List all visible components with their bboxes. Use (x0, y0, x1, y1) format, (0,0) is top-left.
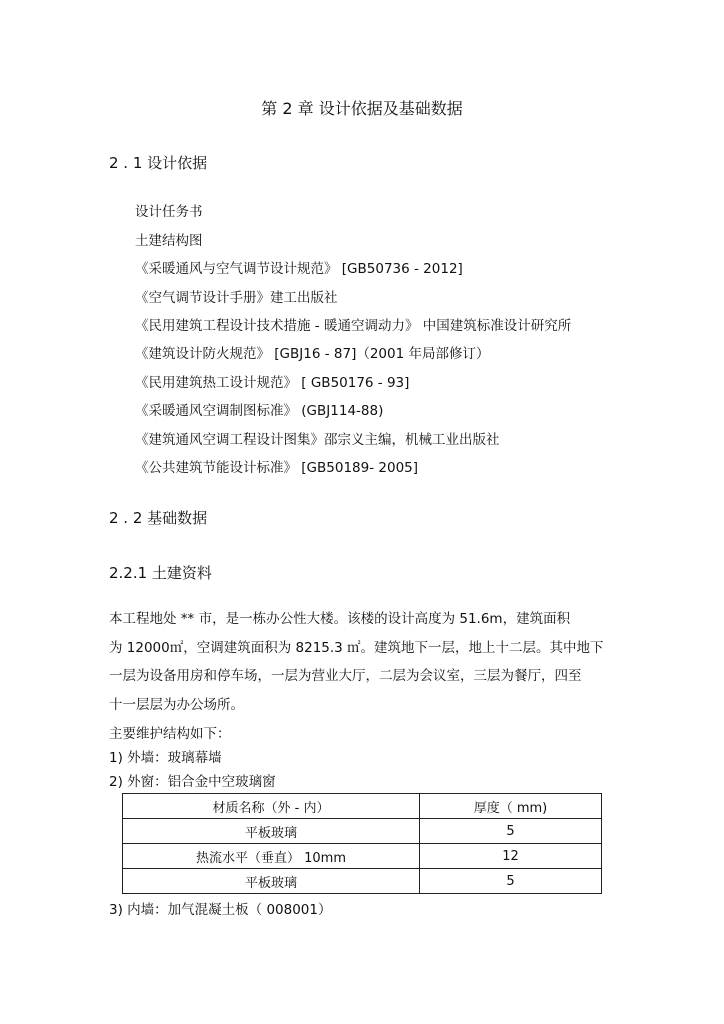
section-heading-design-basis: 2 . 1 设计依据 (109, 154, 208, 172)
reference-item: 《民用建筑热工设计规范》 [ GB50176 - 93] (135, 375, 410, 391)
table-row (123, 819, 602, 844)
section-heading-basic-data: 2 . 2 基础数据 (109, 509, 208, 527)
reference-item: 《民用建筑工程设计技术措施 - 暖通空调动力》 中国建筑标准设计研究所 (135, 318, 572, 334)
list-item-exterior-window: 2) 外窗：铝合金中空玻璃窗 (109, 774, 276, 790)
table-cell: 5 (420, 819, 602, 844)
paragraph-line: 十一层层为办公场所。 (109, 697, 244, 713)
structure-intro: 主要维护结构如下： (109, 726, 231, 742)
paragraph-line: 一层为设备用房和停车场，一层为营业大厅，二层为会议室，三层为餐厅，四至 (109, 668, 582, 684)
list-item-exterior-wall: 1) 外墙：玻璃幕墙 (109, 750, 222, 766)
table-header-cell: 材质名称（外 - 内） (123, 794, 420, 819)
subsection-heading-civil-data: 2.2.1 土建资料 (109, 564, 212, 582)
list-item-interior-wall: 3) 内墙：加气混凝土板（ 008001） (109, 902, 332, 918)
chapter-title: 第 2 章 设计依据及基础数据 (261, 99, 463, 118)
table-cell: 热流水平（垂直） 10mm (123, 844, 420, 869)
reference-item: 《空气调节设计手册》建工出版社 (135, 290, 338, 306)
material-table (122, 793, 602, 894)
table-cell: 平板玻璃 (123, 819, 420, 844)
table-row (123, 869, 602, 894)
paragraph-line: 为 12000㎡，空调建筑面积为 8215.3 ㎡。建筑地下一层，地上十二层。其中地下 (109, 640, 604, 656)
table-cell: 12 (420, 844, 602, 869)
reference-item: 设计任务书 (135, 204, 203, 220)
reference-item: 《采暖通风空调制图标准》 (GBJ114-88) (135, 403, 384, 419)
reference-item: 《建筑设计防火规范》 [GBJ16 - 87]（2001 年局部修订） (135, 346, 490, 362)
table-header-cell: 厚度（ mm) (420, 794, 602, 819)
table-cell: 5 (420, 869, 602, 894)
reference-item: 《公共建筑节能设计标准》 [GB50189- 2005] (135, 460, 419, 476)
reference-item: 《采暖通风与空气调节设计规范》 [GB50736 - 2012] (135, 261, 463, 277)
table-row (123, 844, 602, 869)
table-cell: 平板玻璃 (123, 869, 420, 894)
table-header-row (123, 794, 602, 819)
paragraph-line: 本工程地处 ** 市，是一栋办公性大楼。该楼的设计高度为 51.6m，建筑面积 (109, 611, 571, 627)
reference-item: 《建筑通风空调工程设计图集》邵宗义主编，机械工业出版社 (135, 432, 500, 448)
reference-item: 土建结构图 (135, 233, 203, 249)
